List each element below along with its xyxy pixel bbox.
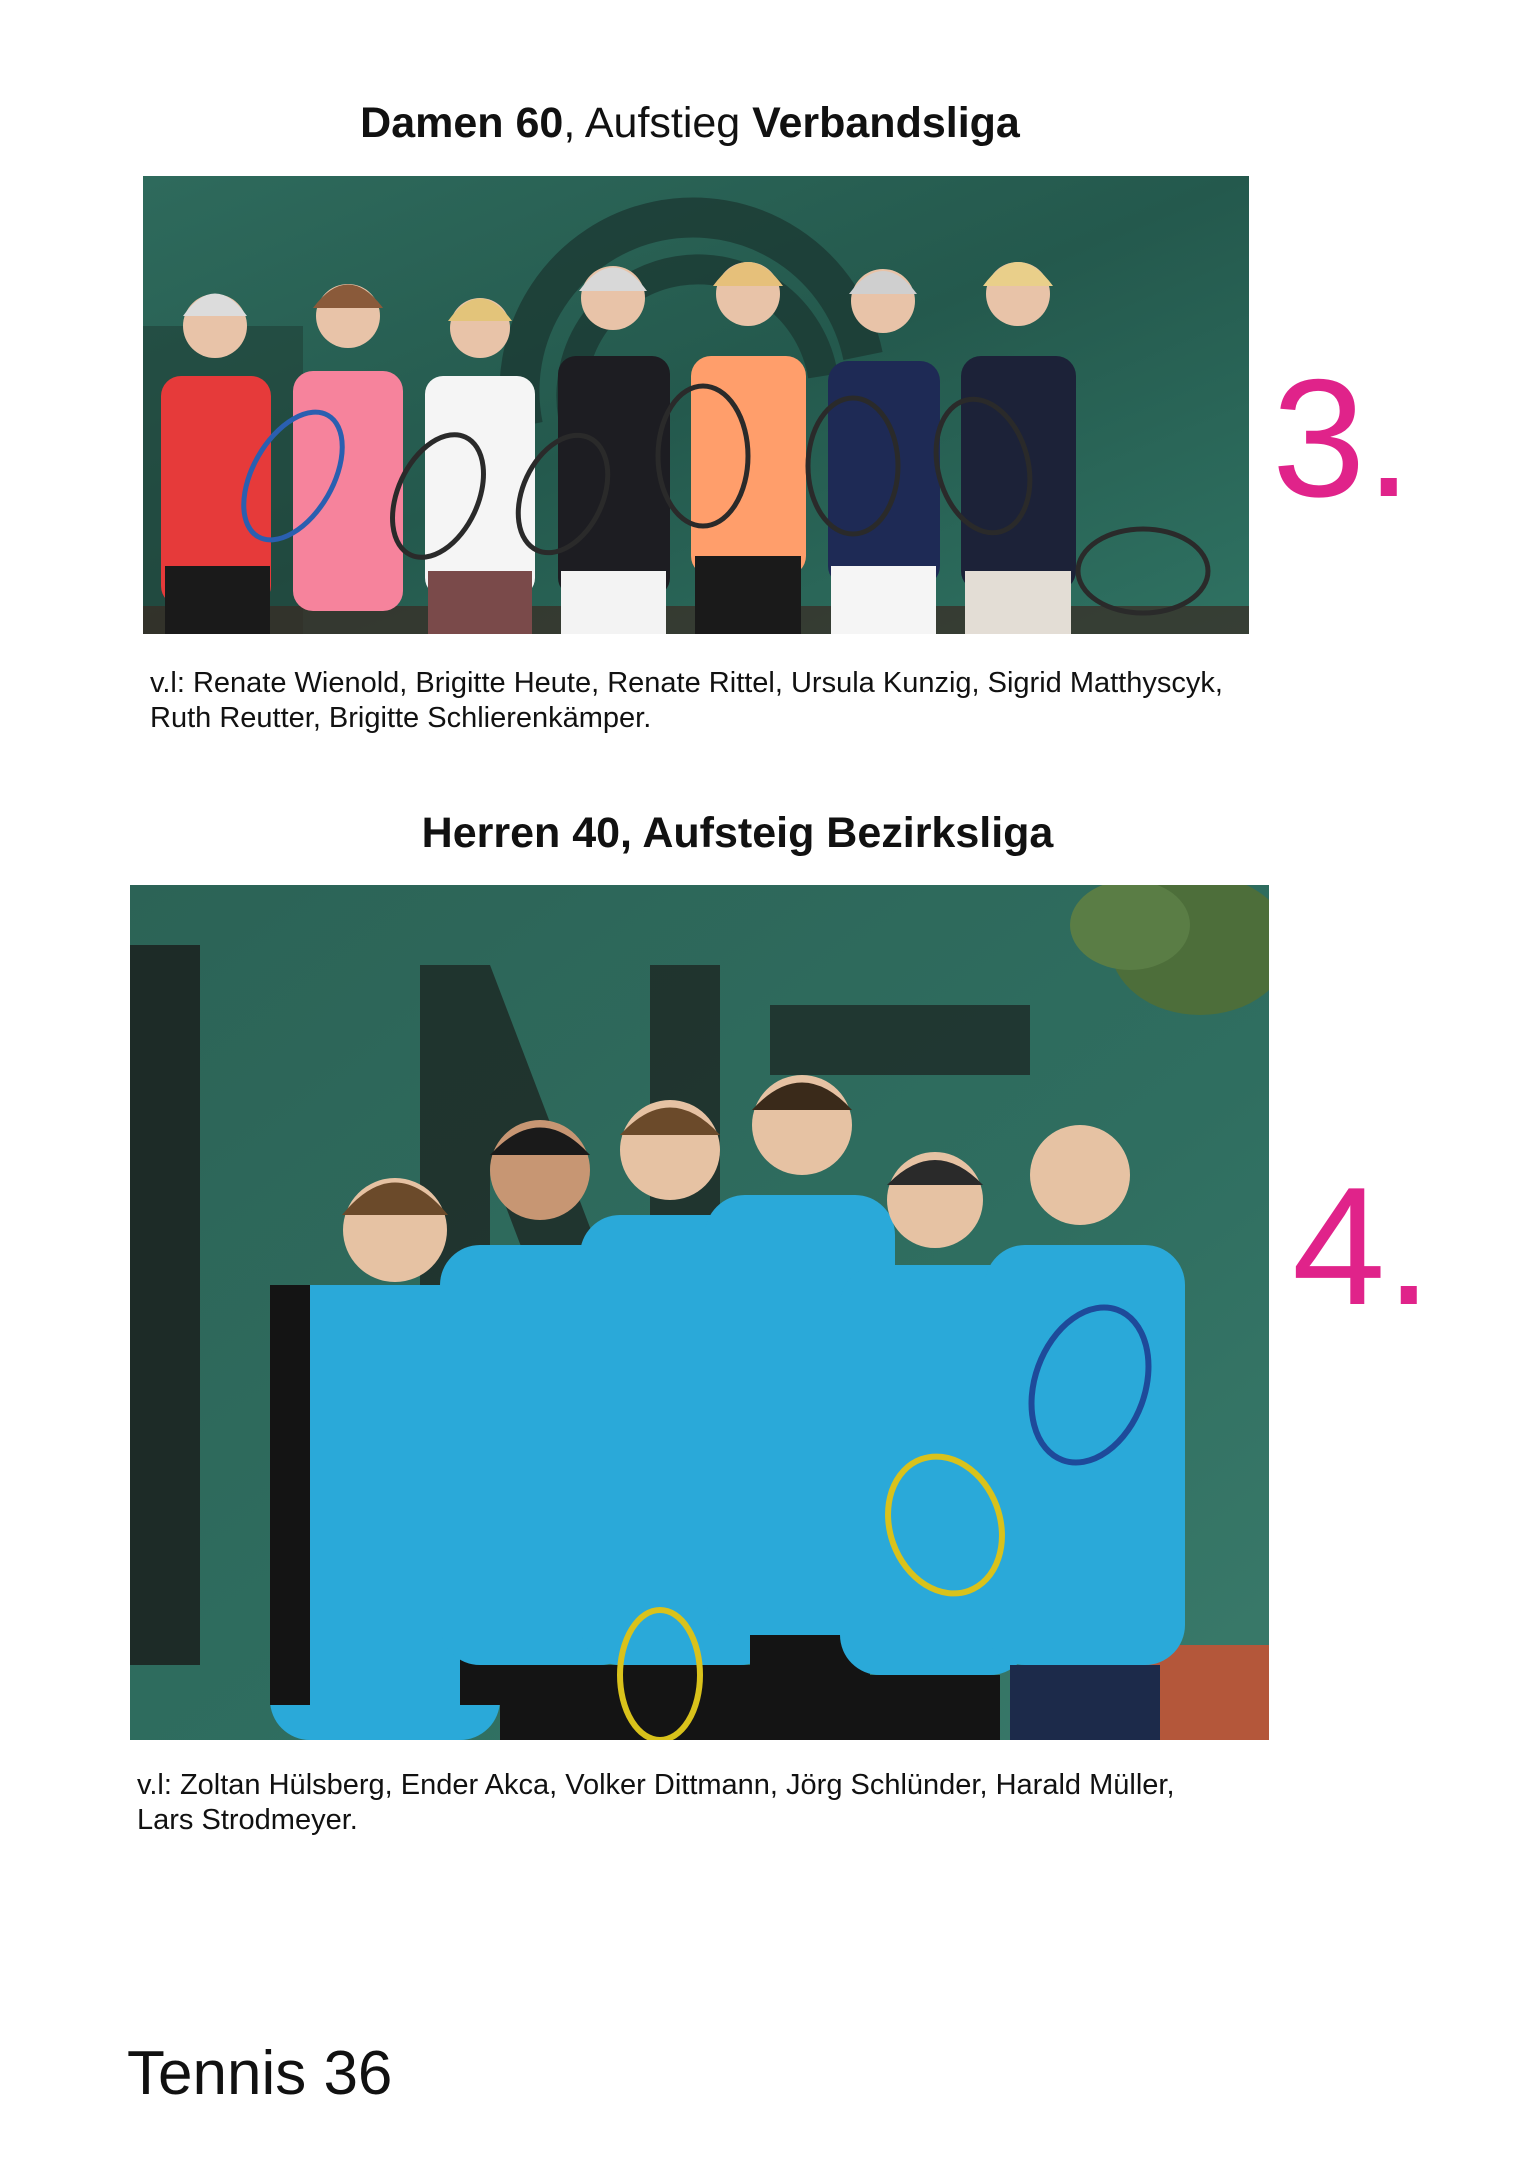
team-photo-damen xyxy=(143,176,1249,634)
page-footer: Tennis 36 xyxy=(127,2039,393,2108)
team-photo-herren xyxy=(130,885,1269,1740)
section1-title-league: Verbandsliga xyxy=(752,99,1020,147)
section1-title-middle: , Aufstieg xyxy=(563,99,753,147)
section2-title xyxy=(0,808,1475,860)
team-photo-herren-image xyxy=(130,885,1269,1740)
section1-title xyxy=(0,98,1380,150)
rank-number-4: 4. xyxy=(1292,1152,1433,1340)
team-photo-damen-image xyxy=(143,176,1249,634)
section2-caption-line2: Lars Strodmeyer. xyxy=(137,1804,358,1836)
section2-caption xyxy=(137,1768,1337,1838)
section2-caption-line1: v.l: Zoltan Hülsberg, Ender Akca, Volker Dittmann, Jörg Schlünder, Harald Müller, xyxy=(137,1769,1175,1801)
rank-number-3: 3. xyxy=(1272,344,1413,532)
section2-title-text: Herren 40, Aufsteig Bezirksliga xyxy=(421,809,1054,857)
section1-caption-line1: v.l: Renate Wienold, Brigitte Heute, Renate Rittel, Ursula Kunzig, Sigrid Matthyscyk, xyxy=(150,667,1223,699)
section1-caption-line2: Ruth Reutter, Brigitte Schlierenkämper. xyxy=(150,702,652,734)
section1-caption xyxy=(150,666,1350,736)
section1-title-team: Damen 60 xyxy=(360,99,564,147)
